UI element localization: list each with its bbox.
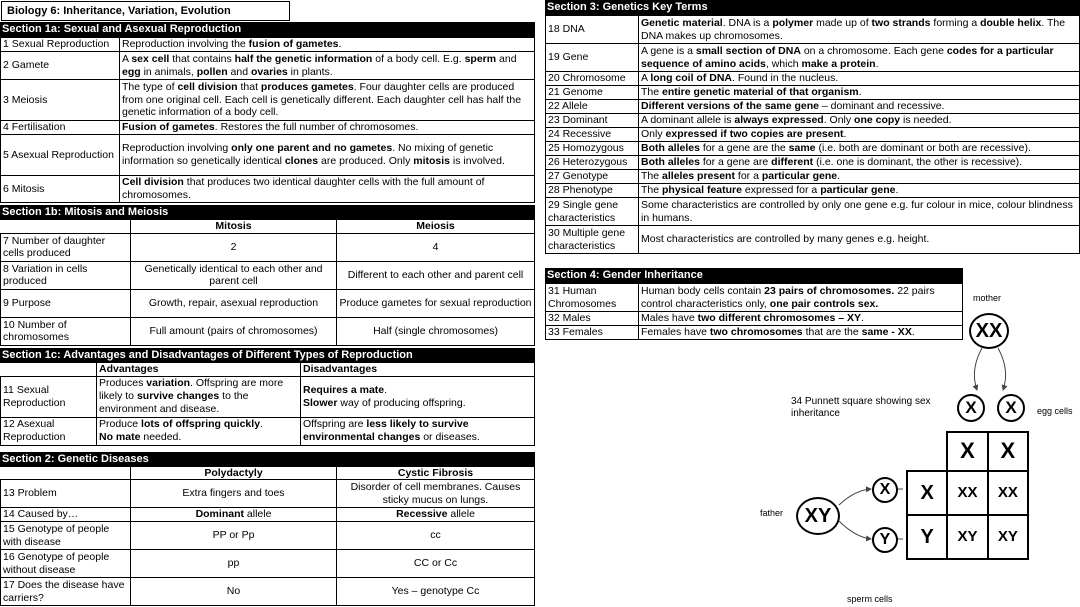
punnett-sperm-header-2: Y	[907, 515, 947, 559]
punnett-cell: XY	[988, 515, 1028, 559]
table-row	[546, 170, 1080, 184]
value-cell: Requires a mate. Slower way of producing offspring.	[301, 376, 535, 417]
table-row	[1, 176, 535, 203]
egg-cell-2: X	[997, 394, 1025, 422]
blank-header-cell	[1, 220, 131, 233]
definition-cell: Only expressed if two copies are present.	[639, 128, 1080, 142]
value-cell: Half (single chromosomes)	[337, 317, 535, 345]
value-cell: cc	[337, 522, 535, 550]
table-row	[1, 289, 535, 317]
column-header: Meiosis	[337, 220, 535, 233]
table-row	[546, 184, 1080, 198]
table-row	[1, 376, 535, 417]
value-cell: Dominant allele	[131, 508, 337, 522]
definition-cell: Some characteristics are controlled by only one gene e.g. fur colour in mice, colour blindness in humans.	[639, 198, 1080, 226]
punnett-cell: XY	[947, 515, 987, 559]
section-1a-table	[0, 37, 535, 203]
definition-cell: Genetic material. DNA is a polymer made up of two strands forming a double helix. The DNA makes up chromosomes.	[639, 16, 1080, 44]
table-row	[1, 480, 535, 508]
punnett-egg-header-1: X	[947, 432, 987, 471]
term-cell: 22 Allele	[546, 100, 639, 114]
value-cell: pp	[131, 550, 337, 578]
table-row	[1, 550, 535, 578]
value-cell: Yes – genotype Cc	[337, 578, 535, 606]
table-row	[1, 317, 535, 345]
term-cell: 20 Chromosome	[546, 72, 639, 86]
definition-cell: The type of cell division that produces gametes. Four daughter cells are produced from one original cell. Each cell is genetically different. Each daughter cell has half the genetic information of a body cell.	[120, 80, 535, 121]
definition-cell: A long coil of DNA. Found in the nucleus.	[639, 72, 1080, 86]
table-row	[546, 198, 1080, 226]
definition-cell: Both alleles for a gene are different (i.e. one is dominant, the other is recessive).	[639, 156, 1080, 170]
sperm-cell-1: X	[872, 477, 898, 503]
definition-cell: Human body cells contain 23 pairs of chromosomes. 22 pairs control characteristics only, one pair controls sex.	[639, 284, 963, 312]
term-cell: 6 Mitosis	[1, 176, 120, 203]
table-row	[1, 80, 535, 121]
punnett-cell: XX	[988, 471, 1028, 515]
value-cell: Produce gametes for sexual reproduction	[337, 289, 535, 317]
page-title: Biology 6: Inheritance, Variation, Evolution	[1, 1, 290, 21]
section-1c-heading: Section 1c: Advantages and Disadvantages of Different Types of Reproduction	[0, 348, 535, 363]
section-3-table	[545, 15, 1080, 254]
table-row	[546, 226, 1080, 254]
value-cell: Produces variation. Offspring are more likely to survive changes to the environment and disease.	[97, 376, 301, 417]
father-label: father	[760, 508, 784, 518]
definition-cell: The physical feature expressed for a particular gene.	[639, 184, 1080, 198]
table-row	[1, 121, 535, 135]
sperm-cells-label: sperm cells	[847, 594, 893, 604]
punnett-sperm-header-1: X	[907, 471, 947, 515]
table-row	[546, 128, 1080, 142]
header-row	[1, 363, 535, 376]
definition-cell: Fusion of gametes. Restores the full number of chromosomes.	[120, 121, 535, 135]
table-row	[1, 578, 535, 606]
punnett-corner	[907, 432, 947, 471]
term-cell: 7 Number of daughter cells produced	[1, 233, 131, 261]
definition-cell: A gene is a small section of DNA on a chromosome. Each gene codes for a particular sequence of amino acids, which make a protein.	[639, 44, 1080, 72]
section-1c-table	[0, 363, 535, 446]
term-cell: 15 Genotype of people with disease	[1, 522, 131, 550]
value-cell: Offspring are less likely to survive environmental changes or diseases.	[301, 417, 535, 445]
table-row	[1, 508, 535, 522]
term-cell: 3 Meiosis	[1, 80, 120, 121]
term-cell: 1 Sexual Reproduction	[1, 38, 120, 52]
value-cell: Growth, repair, asexual reproduction	[131, 289, 337, 317]
value-cell: Full amount (pairs of chromosomes)	[131, 317, 337, 345]
father-to-sperm2-arrow	[839, 521, 871, 539]
table-row	[546, 72, 1080, 86]
father-to-sperm1-arrow	[839, 489, 871, 505]
punnett-cell: XX	[947, 471, 987, 515]
table-row	[1, 233, 535, 261]
value-cell: CC or Cc	[337, 550, 535, 578]
definition-cell: A sex cell that contains half the genetic information of a body cell. E.g. sperm and egg in animals, pollen and ovaries in plants.	[120, 52, 535, 80]
value-cell: Recessive allele	[337, 508, 535, 522]
value-cell: Different to each other and parent cell	[337, 261, 535, 289]
table-row	[1, 261, 535, 289]
header-row	[1, 467, 535, 480]
term-cell: 26 Heterozygous	[546, 156, 639, 170]
term-cell: 21 Genome	[546, 86, 639, 100]
definition-cell: Both alleles for a gene are the same (i.e. both are dominant or both are recessive).	[639, 142, 1080, 156]
definition-cell: Reproduction involving the fusion of gametes.	[120, 38, 535, 52]
punnett-square	[906, 431, 1029, 560]
term-cell: 10 Number of chromosomes	[1, 317, 131, 345]
column-header: Mitosis	[131, 220, 337, 233]
term-cell: 11 Sexual Reproduction	[1, 376, 97, 417]
term-cell: 31 Human Chromosomes	[546, 284, 639, 312]
term-cell: 14 Caused by…	[1, 508, 131, 522]
value-cell: Produce lots of offspring quickly. No mate needed.	[97, 417, 301, 445]
table-row	[1, 522, 535, 550]
table-row	[1, 52, 535, 80]
term-cell: 32 Males	[546, 312, 639, 326]
value-cell: PP or Pp	[131, 522, 337, 550]
mother-chromosomes: XX	[969, 313, 1009, 349]
term-cell: 8 Variation in cells produced	[1, 261, 131, 289]
definition-cell: A dominant allele is always expressed. Only one copy is needed.	[639, 114, 1080, 128]
term-cell: 23 Dominant	[546, 114, 639, 128]
table-row	[546, 44, 1080, 72]
term-cell: 2 Gamete	[1, 52, 120, 80]
term-cell: 30 Multiple gene characteristics	[546, 226, 639, 254]
value-cell: 4	[337, 233, 535, 261]
table-row	[1, 38, 535, 52]
term-cell: 18 DNA	[546, 16, 639, 44]
definition-cell: Cell division that produces two identical daughter cells with the full amount of chromosomes.	[120, 176, 535, 203]
value-cell: Genetically identical to each other and parent cell	[131, 261, 337, 289]
term-cell: 4 Fertilisation	[1, 121, 120, 135]
definition-cell: Females have two chromosomes that are the same - XX.	[639, 326, 963, 340]
value-cell: No	[131, 578, 337, 606]
column-header: Cystic Fibrosis	[337, 467, 535, 480]
mother-label: mother	[973, 293, 1002, 303]
value-cell: 2	[131, 233, 337, 261]
definition-cell: Reproduction involving only one parent and no gametes. No mixing of genetic information so genetically identical clones are produced. Only mitosis is involved.	[120, 135, 535, 176]
column-header: Polydactyly	[131, 467, 337, 480]
column-header: Disadvantages	[301, 363, 535, 376]
term-cell: 19 Gene	[546, 44, 639, 72]
table-row	[546, 114, 1080, 128]
column-header: Advantages	[97, 363, 301, 376]
left-column	[0, 22, 535, 606]
definition-cell: The entire genetic material of that organism.	[639, 86, 1080, 100]
punnett-diagram	[545, 265, 1080, 607]
term-cell: 17 Does the disease have carriers?	[1, 578, 131, 606]
punnett-caption: 34 Punnett square showing sex inheritance	[791, 396, 931, 419]
term-cell: 33 Females	[546, 326, 639, 340]
term-cell: 12 Asexual Reproduction	[1, 417, 97, 445]
father-chromosomes: XY	[796, 497, 840, 535]
sperm-cell-2: Y	[872, 527, 898, 553]
term-cell: 5 Asexual Reproduction	[1, 135, 120, 176]
value-cell: Extra fingers and toes	[131, 480, 337, 508]
section-4-heading: Section 4: Gender Inheritance	[545, 268, 963, 283]
mother-to-egg1-arrow	[974, 348, 982, 390]
section-2-table	[0, 467, 535, 607]
table-row	[1, 135, 535, 176]
table-row	[546, 16, 1080, 44]
definition-cell: The alleles present for a particular gene.	[639, 170, 1080, 184]
definition-cell: Males have two different chromosomes – XY.	[639, 312, 963, 326]
table-row	[546, 156, 1080, 170]
table-row	[546, 142, 1080, 156]
table-row	[546, 100, 1080, 114]
section-1a-heading: Section 1a: Sexual and Asexual Reproduction	[0, 22, 535, 37]
definition-cell: Different versions of the same gene – dominant and recessive.	[639, 100, 1080, 114]
term-cell: 28 Phenotype	[546, 184, 639, 198]
value-cell: Disorder of cell membranes. Causes sticky mucus on lungs.	[337, 480, 535, 508]
term-cell: 25 Homozygous	[546, 142, 639, 156]
section-1b-table	[0, 220, 535, 346]
egg-cell-1: X	[957, 394, 985, 422]
term-cell: 24 Recessive	[546, 128, 639, 142]
egg-cells-label: egg cells	[1037, 406, 1073, 416]
term-cell: 9 Purpose	[1, 289, 131, 317]
section-3-heading: Section 3: Genetics Key Terms	[545, 0, 1080, 15]
table-row	[1, 417, 535, 445]
right-column	[545, 0, 1080, 254]
definition-cell: Most characteristics are controlled by many genes e.g. height.	[639, 226, 1080, 254]
mother-to-egg2-arrow	[998, 348, 1006, 390]
term-cell: 29 Single gene characteristics	[546, 198, 639, 226]
section-2-heading: Section 2: Genetic Diseases	[0, 452, 535, 467]
blank-header-cell	[1, 363, 97, 376]
punnett-egg-header-2: X	[988, 432, 1028, 471]
term-cell: 13 Problem	[1, 480, 131, 508]
term-cell: 27 Genotype	[546, 170, 639, 184]
blank-header-cell	[1, 467, 131, 480]
section-1b-heading: Section 1b: Mitosis and Meiosis	[0, 205, 535, 220]
header-row	[1, 220, 535, 233]
term-cell: 16 Genotype of people without disease	[1, 550, 131, 578]
table-row	[546, 86, 1080, 100]
